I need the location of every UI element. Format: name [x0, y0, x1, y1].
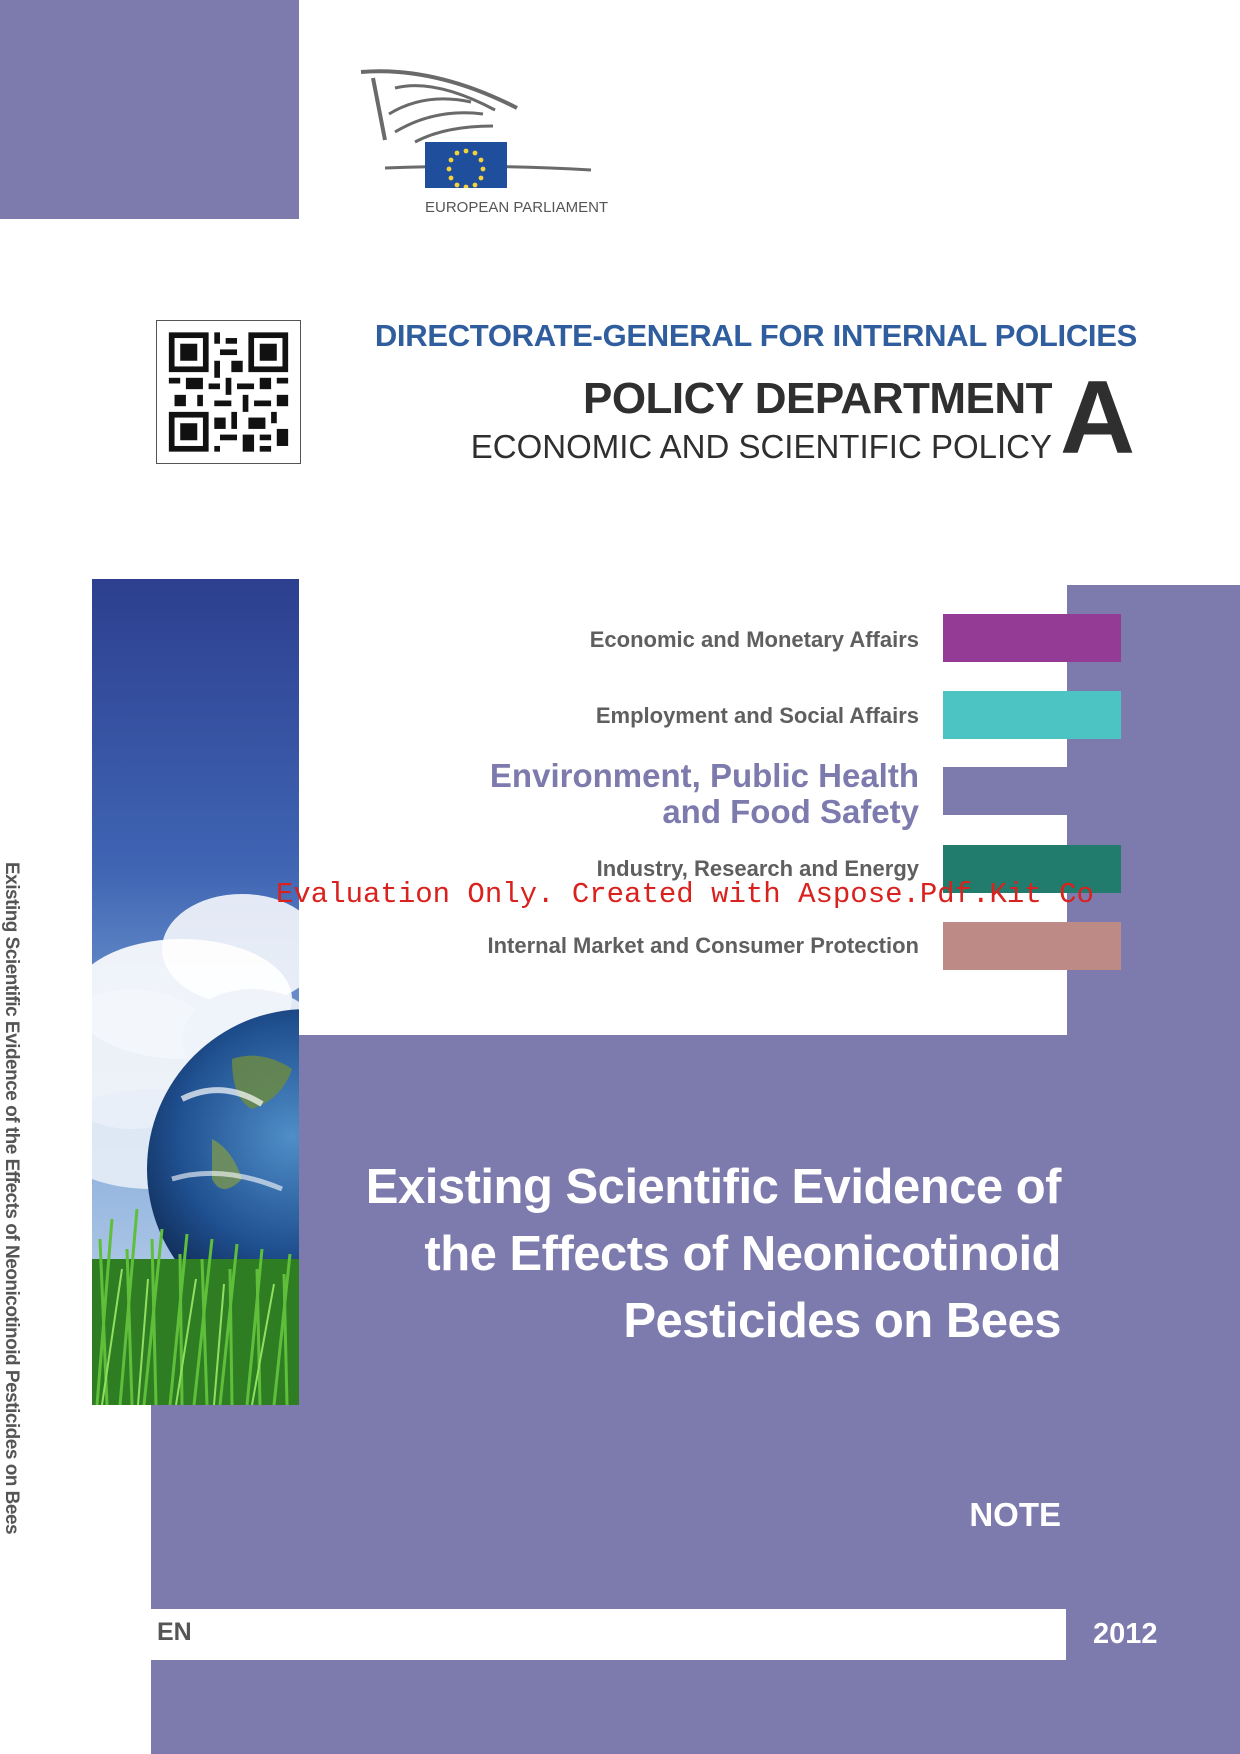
spine-title: Existing Scientific Evidence of the Effects of Neonicotinoid Pesticides on Bees [1, 862, 22, 1535]
policy-area-environment-bar [943, 767, 1121, 815]
policy-area-internal-market-bar [943, 922, 1121, 970]
policy-area-economic-bar [943, 614, 1121, 662]
policy-area-internal-market-label: Internal Market and Consumer Protection [487, 933, 919, 958]
policy-department-subheading: ECONOMIC AND SCIENTIFIC POLICY [470, 428, 1052, 465]
policy-department-heading: POLICY DEPARTMENT [582, 374, 1052, 423]
policy-department-letter: A [1060, 360, 1136, 476]
policy-area-economic-label: Economic and Monetary Affairs [589, 627, 919, 652]
publication-year: 2012 [1093, 1618, 1158, 1650]
parliament-emblem [355, 68, 615, 188]
language-year-strip [151, 1609, 1066, 1660]
logo-caption: EUROPEAN PARLIAMENT [425, 199, 609, 216]
policy-area-environment-line1: Environment, Public Health [489, 757, 919, 794]
language-code: EN [157, 1618, 192, 1646]
directorate-heading: DIRECTORATE-GENERAL FOR INTERNAL POLICIES [374, 318, 1137, 353]
european-parliament-logo [355, 68, 615, 223]
earth-sky-grass-image [92, 579, 299, 1405]
corner-block [0, 0, 299, 219]
qr-code [156, 320, 301, 464]
qr-code-icon [157, 321, 300, 463]
document-type-label: NOTE [969, 1496, 1061, 1533]
document-title-line-3: Pesticides on Bees [623, 1294, 1061, 1348]
policy-area-employment-bar [943, 691, 1121, 739]
document-title-line-2: the Effects of Neonicotinoid [424, 1227, 1061, 1281]
document-title-line-1: Existing Scientific Evidence of [365, 1160, 1061, 1214]
policy-area-employment-label: Employment and Social Affairs [595, 703, 919, 728]
policy-area-environment-label [490, 758, 919, 830]
policy-area-industry-label: Industry, Research and Energy [596, 856, 919, 881]
document-title [366, 1154, 1061, 1355]
evaluation-watermark: Evaluation Only. Created with Aspose.Pdf.Kit Co [276, 878, 1094, 911]
cover-photo [92, 579, 299, 1405]
policy-area-environment-line2: and Food Safety [662, 793, 919, 830]
